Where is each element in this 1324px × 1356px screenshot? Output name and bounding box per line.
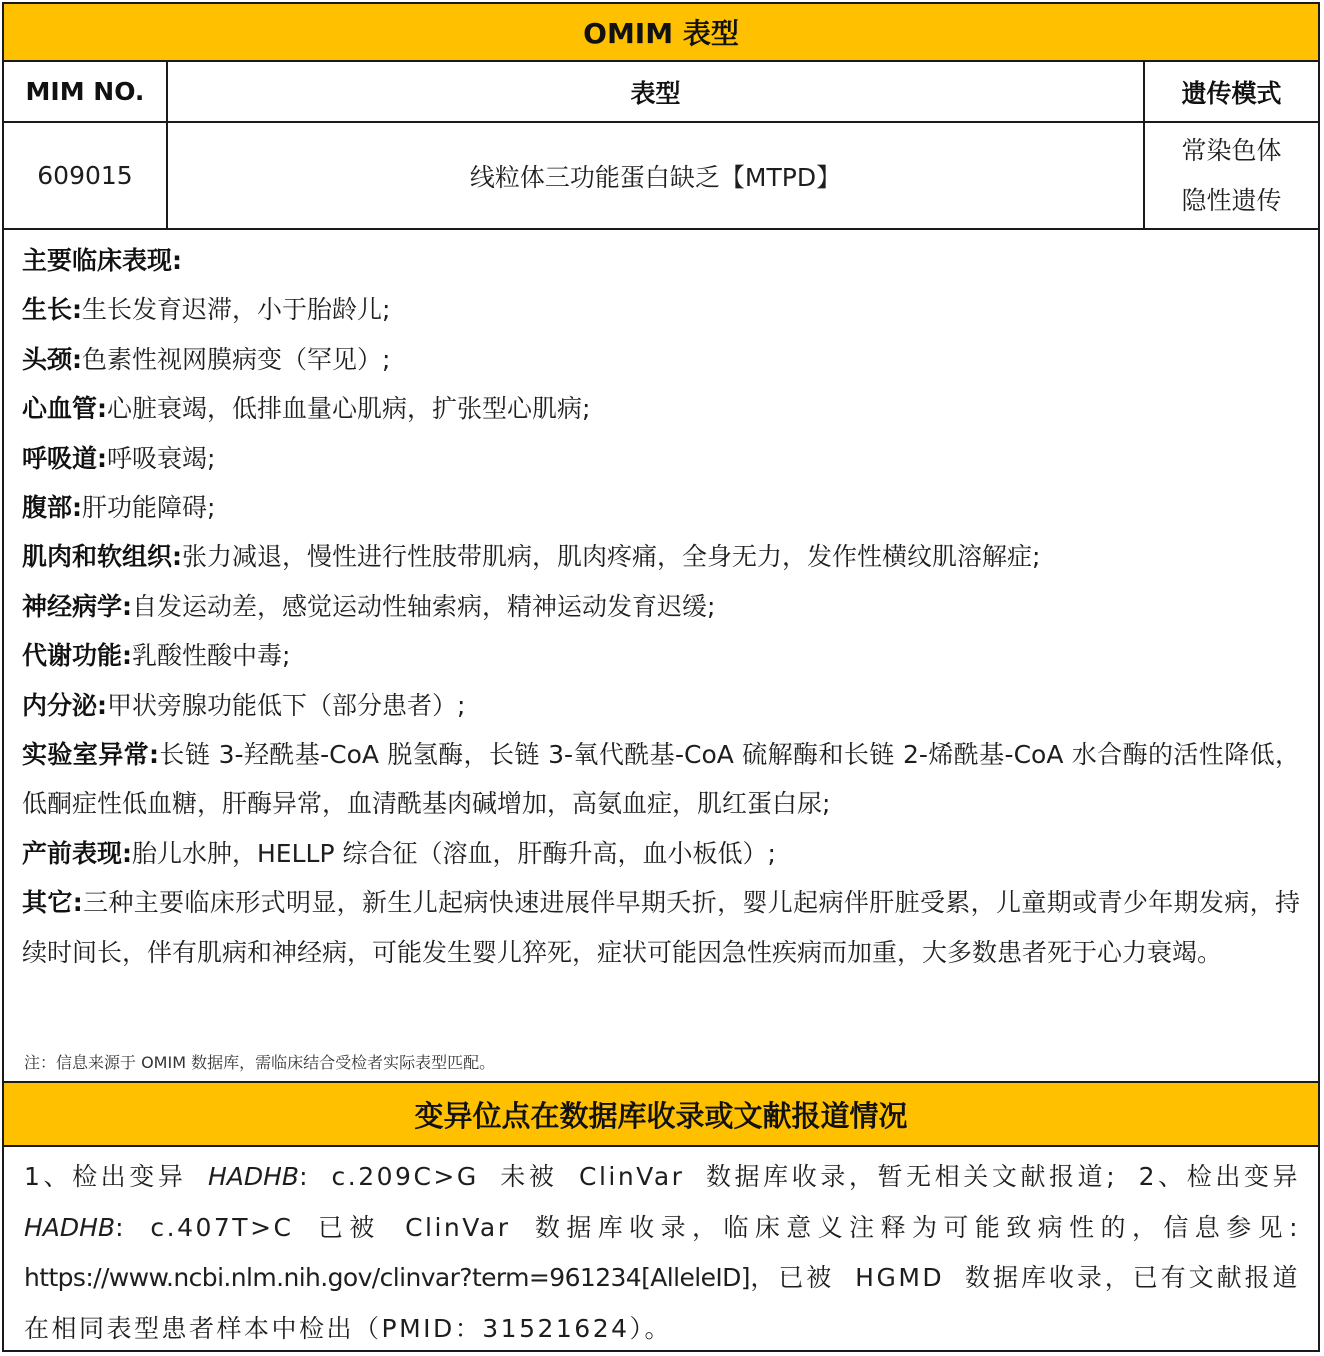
source-note: 注：信息来源于 OMIM 数据库，需临床结合受检者实际表型匹配。 [24,1053,496,1072]
clinical-item-growth: 生长:生长发育迟滞，小于胎龄儿; [22,295,391,325]
mim-number: 609015 [4,123,168,228]
clinical-item-respiratory: 呼吸道:呼吸衰竭; [22,443,216,473]
variant-report-text: 1、检出变异 HADHB: c.209C>G 未被 ClinVar 数据库收录，暂无相关文献报道; 2、检出变异 HADHB: c.407T>C 已被 ClinVar 数据库收录，临床意义注释为可能致病性的，信息参见: https://www.ncbi.nlm.nih.gov/clinvar?term=961234[AlleleID]，已被 HGMD 数据库收录，已有文献报道在相同表型患者样本中检出（PMID：31521624）。 [24,1162,1301,1343]
clinical-item-endocrine: 内分泌:甲状旁腺功能低下（部分患者）; [22,690,466,720]
clinical-item-cardiovascular: 心血管:心脏衰竭，低排血量心肌病，扩张型心肌病; [22,394,591,424]
clinical-item-head-neck: 头颈:色素性视网膜病变（罕见）; [22,344,391,374]
clinvar-link[interactable]: https://www.ncbi.nlm.nih.gov/clinvar?term=961234[AlleleID] [24,1263,750,1292]
inheritance-mode [1145,123,1318,228]
clinical-features [22,236,1300,977]
clinical-heading: 主要临床表现: [22,246,182,275]
gene-name: HADHB [207,1162,300,1191]
clinical-item-muscle: 肌肉和软组织:张力减退，慢性进行性肢带肌病，肌肉疼痛，全身无力，发作性横纹肌溶解症; [22,542,1041,572]
phenotype-name: 线粒体三功能蛋白缺乏【MTPD】 [168,123,1145,228]
omim-section-title: OMIM 表型 [4,4,1318,62]
col-header-mim-no: MIM NO. [4,62,168,121]
table-row [4,123,1318,230]
clinical-item-other: 其它:三种主要临床形式明显，新生儿起病快速进展伴早期夭折，婴儿起病伴肝脏受累，儿童期或青少年期发病，持续时间长，伴有肌病和神经病，可能发生婴儿猝死，症状可能因急性疾病而加重，大多数患者死于心力衰竭。 [22,888,1300,967]
omim-report-card [2,2,1320,1352]
variant-section-title: 变异位点在数据库收录或文献报道情况 [4,1081,1318,1147]
clinical-item-neurology: 神经病学:自发运动差，感觉运动性轴索病，精神运动发育迟缓; [22,591,716,621]
clinical-item-abdomen: 腹部:肝功能障碍; [22,493,216,523]
gene-name: HADHB [24,1212,116,1242]
inheritance-line-2: 隐性遗传 [1181,185,1282,215]
clinical-item-metabolism: 代谢功能:乳酸性酸中毒; [22,641,291,671]
inheritance-line-1: 常染色体 [1181,135,1282,165]
clinical-item-lab: 实验室异常:长链 3-羟酰基-CoA 脱氢酶，长链 3-氧代酰基-CoA 硫解酶和长链 2-烯酰基-CoA 水合酶的活性降低，低酮症性低血糖，肝酶异常，血清酰基肉碱增加，高氨血症，肌红蛋白尿; [22,740,1300,819]
col-header-inheritance: 遗传模式 [1181,78,1282,108]
clinical-item-prenatal: 产前表现:胎儿水肿，HELLP 综合征（溶血，肝酶升高，血小板低）; [22,838,776,868]
table-header-row [4,62,1318,123]
col-header-phenotype: 表型 [168,62,1145,121]
